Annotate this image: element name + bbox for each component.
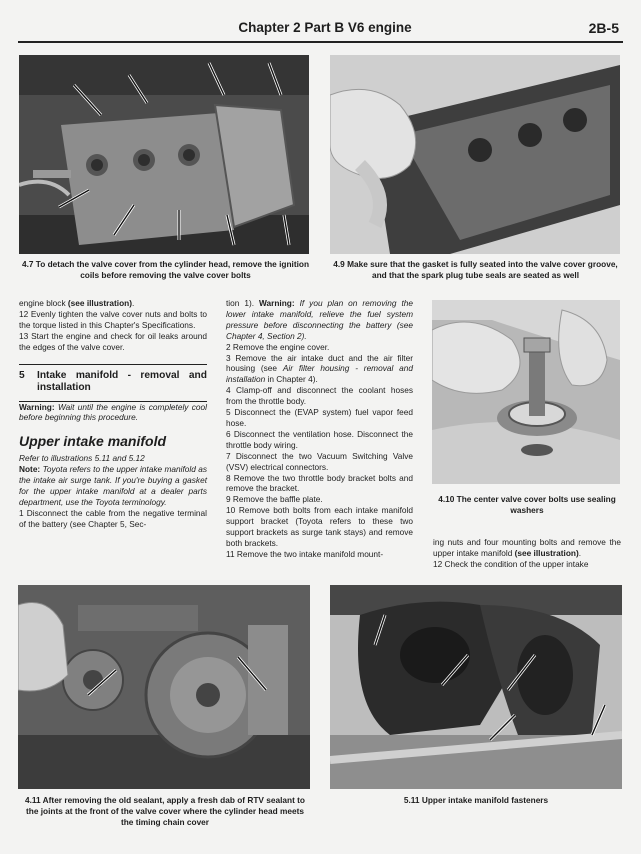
section-5-heading (19, 364, 207, 402)
caption-5-11: 5.11 Upper intake manifold fasteners (403, 795, 549, 805)
col2-step-6: 6 Disconnect the ventilation hose. Disconnect the throttle body wiring. (226, 428, 413, 450)
subheading-upper-intake: Upper intake manifold (19, 433, 167, 450)
caption-4-10: 4.10 The center valve cover bolts use sealing washers (438, 494, 616, 515)
warning-label: Warning: (19, 401, 55, 412)
col2-step-11: 11 Remove the two intake manifold mount- (226, 548, 384, 559)
note-text: Toyota refers to the upper intake manifold as the intake air surge tank. If you're buying a gasket for the upper intake manifold at a dealer parts department, use the Toyota terminology. (19, 464, 207, 507)
caption-4-9: 4.9 Make sure that the gasket is fully seated into the valve cover groove, and that the spark plug tube seals are seated as well (333, 259, 618, 280)
col2-step-4: 4 Clamp-off and disconnect the coolant hoses from the throttle body. (226, 385, 413, 407)
photo-4-11-rtv-sealant (18, 585, 310, 789)
photo-4-9-gasket (330, 55, 620, 254)
warning-text: Wait until the engine is completely cool before beginning this procedure. (19, 401, 207, 423)
col2-step-9: 9 Remove the baffle plate. (226, 494, 323, 505)
refer-illustrations: Refer to illustrations 5.11 and 5.12 (19, 453, 145, 464)
header-rule (18, 41, 623, 43)
col3-see-illustration-ref: (see illustration) (514, 547, 579, 558)
col1-para-end: . (132, 298, 135, 308)
text-column-2 (226, 298, 413, 560)
col1-step-13: 13 Start the engine and check for oil leaks around the edges of the valve cover. (19, 330, 207, 352)
col2-step-7: 7 Disconnect the two Vacuum Switching Valve (VSV) electrical connectors. (226, 450, 413, 472)
caption-4-11: 4.11 After removing the old sealant, apply a fresh dab of RTV sealant to the joints at the front of the valve cover where the cylinder head meets the timing chain cover (24, 795, 305, 827)
photo-4-10-sealing-washers (432, 300, 620, 484)
note-label: Note: (19, 464, 41, 475)
page-number: 2B-5 (588, 20, 619, 36)
section-title: Intake manifold - removal and installation (37, 369, 207, 394)
col3-para-continued (433, 537, 621, 559)
photo-5-11-upper-intake-manifold (330, 585, 622, 789)
col1-see-illustration-ref: (see illustration) (67, 298, 132, 308)
section-number: 5 (19, 369, 25, 381)
running-header-title: Chapter 2 Part B V6 engine (238, 20, 412, 35)
col2-step-10: 10 Remove both bolts from each intake manifold support bracket (Toyota refers to these two support brackets as surge tank stays) and remove both brackets. (226, 505, 413, 548)
col2-step-5: 5 Disconnect the (EVAP system) fuel vapor feed hose. (226, 407, 413, 428)
col2-warning-text: If you plan on removing the lower intake manifold, relieve the fuel system pressure before disconnecting the battery (see Chapter 4, Section 2). (226, 298, 414, 341)
col2-step-3 (226, 353, 413, 386)
note-paragraph (19, 464, 207, 508)
col2-step-3-ref: Air filter housing - removal and installation (226, 363, 413, 385)
col2-step-3-b: in Chapter 4). (265, 374, 318, 385)
col1-step-12: 12 Evenly tighten the valve cover nuts and bolts to the torque listed in this Chapter's Specifications. (19, 308, 207, 330)
warning-paragraph (19, 402, 207, 424)
col2-step-3-a: 3 Remove the air intake duct and the air filter housing (see (226, 352, 413, 374)
col2-para-continued (226, 298, 413, 342)
photo-4-7-valve-cover (19, 55, 309, 254)
caption-4-7: 4.7 To detach the valve cover from the cylinder head, remove the ignition coils before removing the valve cover bolts (21, 259, 310, 280)
text-column-1 (19, 298, 207, 530)
col2-step-2: 2 Remove the engine cover. (226, 341, 330, 352)
text-column-3 (433, 537, 621, 570)
col3-para-end: . (578, 547, 582, 558)
col3-step-12: 12 Check the condition of the upper intake (433, 558, 589, 569)
col2-step-8: 8 Remove the two throttle body bracket bolts and remove the bracket. (226, 472, 413, 494)
col3-para-text: ing nuts and four mounting bolts and remove the upper intake manifold (433, 537, 621, 558)
col2-warning-label: Warning: (259, 298, 295, 308)
col2-section-ref: tion 1). (226, 298, 259, 308)
col1-step-1: 1 Disconnect the cable from the negative terminal of the battery (see Chapter 5, Sec- (19, 507, 207, 529)
col1-para-continued: engine block (19, 298, 68, 308)
